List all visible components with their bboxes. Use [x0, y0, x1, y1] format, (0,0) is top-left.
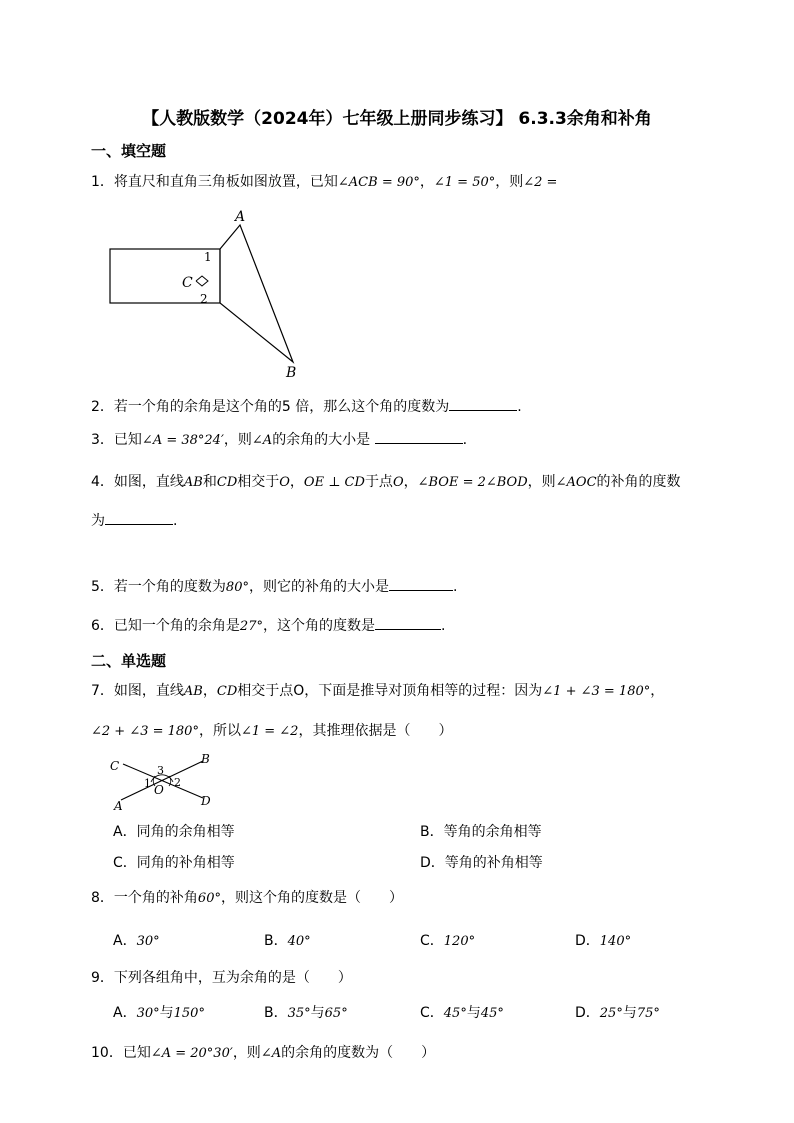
section-fill-in-heading: 一、填空题 [91, 142, 167, 160]
q9-option-d[interactable]: D．25°与75° [575, 1005, 660, 1021]
triangle-shape [220, 225, 293, 362]
q8-option-a[interactable]: A．30° [113, 933, 160, 949]
question-9: 9．下列各组角中，互为余角的是（ ） [91, 970, 352, 986]
label-d: D [201, 794, 211, 808]
answer-blank [375, 615, 441, 630]
q1-math-acb: ∠ACB = 90° [337, 175, 420, 190]
figure-ruler-triangle [100, 205, 320, 380]
q8-option-c[interactable]: C．120° [420, 933, 476, 949]
answer-blank [449, 396, 517, 411]
question-2: 2．若一个角的余角是这个角的5 倍，那么这个角的度数为 . [91, 396, 522, 416]
question-7: 7．如图，直线AB，CD相交于点O，下面是推导对顶角相等的过程：因为∠1 + ∠3 = 180°， [91, 683, 665, 699]
q7-option-d[interactable]: D．等角的补角相等 [420, 855, 543, 871]
q7-option-b[interactable]: B．等角的余角相等 [420, 824, 542, 840]
question-10: 10．已知∠A = 20°30′，则∠A的余角的度数为（ ） [91, 1045, 436, 1061]
answer-blank [105, 510, 173, 525]
label-angle-1: 1 [204, 250, 212, 264]
answer-blank [375, 429, 463, 444]
q1-math-angle2: ∠2 = [523, 175, 558, 190]
question-3: 3．已知∠A = 38°24′，则∠A的余角的大小是 . [91, 429, 467, 449]
question-5: 5．若一个角的度数为80°，则它的补角的大小是 . [91, 576, 457, 596]
q7-option-c[interactable]: C．同角的补角相等 [113, 855, 235, 871]
label-angle-2: 2 [174, 776, 181, 789]
label-c: C [110, 759, 120, 773]
figure-intersecting-lines [108, 752, 220, 812]
label-b: B [201, 752, 210, 766]
question-1: 1．将直尺和直角三角板如图放置，已知∠ACB = 90°，∠1 = 50°，则∠2 = [91, 174, 558, 190]
label-angle-3: 3 [157, 764, 164, 777]
page-title: 【人教版数学（2024年）七年级上册同步练习】 6.3.3余角和补角 [142, 109, 652, 129]
q9-option-b[interactable]: B．35°与65° [264, 1005, 348, 1021]
label-c: C [182, 275, 193, 291]
q9-option-c[interactable]: C．45°与45° [420, 1005, 504, 1021]
question-8: 8．一个角的补角60°，则这个角的度数是（ ） [91, 890, 403, 906]
q7-option-a[interactable]: A．同角的余角相等 [113, 824, 235, 840]
answer-blank [389, 576, 453, 591]
label-o: O [154, 783, 164, 797]
q8-option-b[interactable]: B．40° [264, 933, 311, 949]
label-angle-2: 2 [200, 292, 208, 306]
label-a: A [235, 209, 246, 225]
label-a: A [114, 799, 123, 812]
question-6: 6．已知一个角的余角是27°，这个角的度数是 . [91, 615, 445, 635]
label-angle-1: 1 [144, 777, 151, 790]
section-single-choice-heading: 二、单选题 [91, 652, 167, 670]
question-4-line-2: 为 . [91, 510, 177, 530]
q1-math-angle1: ∠1 = 50° [433, 175, 496, 190]
q9-option-a[interactable]: A．30°与150° [113, 1005, 205, 1021]
question-4: 4．如图，直线AB和CD相交于O，OE ⊥ CD于点O，∠BOE = 2∠BOD，则∠AOC的补角的度数 [91, 474, 681, 490]
question-7-line-2: ∠2 + ∠3 = 180°，所以∠1 = ∠2，其推理依据是（ ） [91, 723, 453, 739]
right-angle-mark [196, 276, 208, 286]
q8-option-d[interactable]: D．140° [575, 933, 632, 949]
label-b: B [286, 365, 297, 380]
